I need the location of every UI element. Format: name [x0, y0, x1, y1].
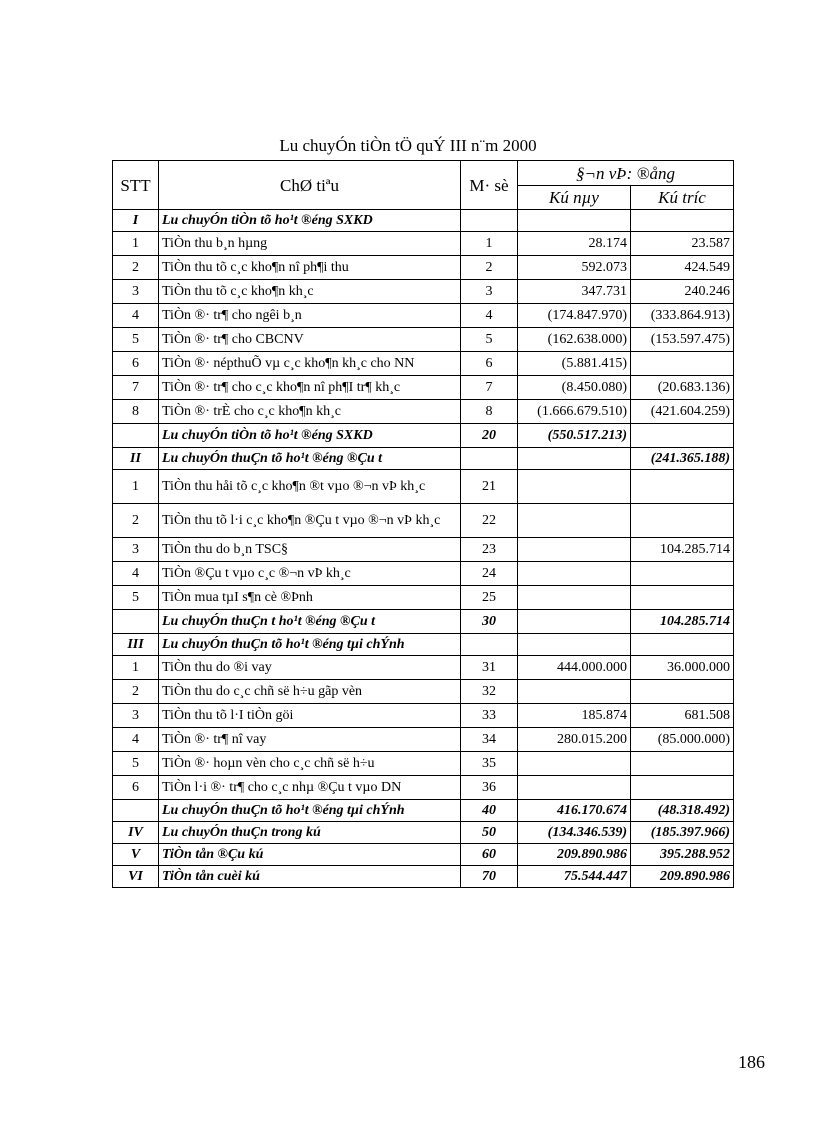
row-prev-period: (85.000.000)	[631, 728, 734, 752]
row-label: TiÒn ®· népthuÕ vµ c¸c kho¶n kh¸c cho NN	[159, 352, 461, 376]
row-stt: 3	[113, 280, 159, 304]
row-stt: 4	[113, 304, 159, 328]
header-code: M· sè	[461, 161, 518, 210]
row-label: TiÒn ®· tr¶ cho CBCNV	[159, 328, 461, 352]
row-prev-period: 104.285.714	[631, 538, 734, 562]
row-prev-period	[631, 470, 734, 504]
row-code: 24	[461, 562, 518, 586]
row-prev-period	[631, 680, 734, 704]
row-label: TiÒn ®· tr¶ nî vay	[159, 728, 461, 752]
row-this-period: (134.346.539)	[518, 822, 631, 844]
row-stt: 1	[113, 232, 159, 256]
row-label: Lu chuyÓn thuÇn tõ ho¹t ®éng ®Çu t	[159, 448, 461, 470]
row-prev-period: (153.597.475)	[631, 328, 734, 352]
table-row	[113, 376, 734, 400]
row-label: Lu chuyÓn thuÇn t ho¹t ®éng ®Çu t	[159, 610, 461, 634]
row-stt: II	[113, 448, 159, 470]
row-stt	[113, 610, 159, 634]
row-prev-period: (241.365.188)	[631, 448, 734, 470]
row-label: Lu chuyÓn tiÒn tõ ho¹t ®éng SXKD	[159, 210, 461, 232]
row-label: TiÒn ®· tr¶ cho ngêi b¸n	[159, 304, 461, 328]
row-this-period	[518, 562, 631, 586]
header-unit: §¬n vÞ: ®ång	[518, 161, 734, 186]
row-code: 30	[461, 610, 518, 634]
row-label: TiÒn ®Çu t vµo c¸c ®¬n vÞ kh¸c	[159, 562, 461, 586]
table-row	[113, 352, 734, 376]
row-code: 25	[461, 586, 518, 610]
row-code: 4	[461, 304, 518, 328]
table-row	[113, 210, 734, 232]
row-prev-period	[631, 352, 734, 376]
row-prev-period	[631, 210, 734, 232]
table-row	[113, 656, 734, 680]
row-this-period	[518, 470, 631, 504]
row-label: TiÒn ®· hoµn vèn cho c¸c chñ së h÷u	[159, 752, 461, 776]
table-row	[113, 866, 734, 888]
row-prev-period	[631, 504, 734, 538]
row-stt: V	[113, 844, 159, 866]
table-row	[113, 400, 734, 424]
row-label: Lu chuyÓn thuÇn trong kú	[159, 822, 461, 844]
row-prev-period: 104.285.714	[631, 610, 734, 634]
row-stt: 1	[113, 470, 159, 504]
row-label: Lu chuyÓn thuÇn tõ ho¹t ®éng tµi chÝnh	[159, 634, 461, 656]
row-label: TiÒn ®· trÈ cho c¸c kho¶n kh¸c	[159, 400, 461, 424]
row-code: 35	[461, 752, 518, 776]
table-row	[113, 280, 734, 304]
row-stt: 5	[113, 328, 159, 352]
row-prev-period: 681.508	[631, 704, 734, 728]
table-row	[113, 504, 734, 538]
row-code: 31	[461, 656, 518, 680]
row-stt: 1	[113, 656, 159, 680]
header-indicator: ChØ tiªu	[159, 161, 461, 210]
row-this-period: 75.544.447	[518, 866, 631, 888]
row-this-period: (8.450.080)	[518, 376, 631, 400]
row-stt	[113, 424, 159, 448]
row-prev-period	[631, 776, 734, 800]
row-this-period	[518, 210, 631, 232]
row-code: 60	[461, 844, 518, 866]
row-code: 40	[461, 800, 518, 822]
row-code: 20	[461, 424, 518, 448]
row-label: TiÒn thu do b¸n TSC§	[159, 538, 461, 562]
row-this-period: 28.174	[518, 232, 631, 256]
row-stt: 5	[113, 752, 159, 776]
row-label: TiÒn thu do c¸c chñ së h÷u gãp vèn	[159, 680, 461, 704]
table-row	[113, 424, 734, 448]
row-code: 32	[461, 680, 518, 704]
row-prev-period: 209.890.986	[631, 866, 734, 888]
row-this-period	[518, 448, 631, 470]
table-row	[113, 728, 734, 752]
row-label: TiÒn thu tõ l·i c¸c kho¶n ®Çu t vµo ®¬n vÞ kh¸c	[159, 504, 461, 538]
row-prev-period: 424.549	[631, 256, 734, 280]
table-row	[113, 232, 734, 256]
row-code: 2	[461, 256, 518, 280]
row-code: 1	[461, 232, 518, 256]
row-code: 22	[461, 504, 518, 538]
table-row	[113, 328, 734, 352]
row-code: 36	[461, 776, 518, 800]
row-this-period	[518, 634, 631, 656]
row-code: 23	[461, 538, 518, 562]
table-row	[113, 680, 734, 704]
row-label: TiÒn tån ®Çu kú	[159, 844, 461, 866]
row-this-period: 347.731	[518, 280, 631, 304]
page-number: 186	[738, 1052, 765, 1072]
row-prev-period	[631, 752, 734, 776]
table-row	[113, 752, 734, 776]
row-stt: 2	[113, 504, 159, 538]
row-label: TiÒn mua tµI s¶n cè ®Þnh	[159, 586, 461, 610]
table-row	[113, 776, 734, 800]
row-this-period: 416.170.674	[518, 800, 631, 822]
row-prev-period: (20.683.136)	[631, 376, 734, 400]
table-row	[113, 800, 734, 822]
row-prev-period: (185.397.966)	[631, 822, 734, 844]
row-code: 34	[461, 728, 518, 752]
table-row	[113, 470, 734, 504]
row-prev-period	[631, 586, 734, 610]
row-prev-period: 23.587	[631, 232, 734, 256]
table-row	[113, 562, 734, 586]
table-row	[113, 610, 734, 634]
row-label: TiÒn thu tõ l·I tiÒn göi	[159, 704, 461, 728]
row-prev-period: 36.000.000	[631, 656, 734, 680]
row-stt: IV	[113, 822, 159, 844]
row-code	[461, 210, 518, 232]
row-code: 33	[461, 704, 518, 728]
row-label: Lu chuyÓn thuÇn tõ ho¹t ®éng tµi chÝnh	[159, 800, 461, 822]
row-this-period: (550.517.213)	[518, 424, 631, 448]
row-stt: 2	[113, 256, 159, 280]
row-stt: 2	[113, 680, 159, 704]
row-this-period: 185.874	[518, 704, 631, 728]
row-label: TiÒn thu tõ c¸c kho¶n kh¸c	[159, 280, 461, 304]
header-stt: STT	[113, 161, 159, 210]
row-code: 7	[461, 376, 518, 400]
row-prev-period	[631, 562, 734, 586]
cash-flow-table	[112, 160, 734, 888]
row-this-period: (5.881.415)	[518, 352, 631, 376]
table-row	[113, 822, 734, 844]
header-prev-period: Kú tríc	[631, 186, 734, 210]
row-prev-period: (48.318.492)	[631, 800, 734, 822]
document-title: Lu chuyÓn tiÒn tÖ quÝ III n¨m 2000	[279, 136, 537, 155]
row-prev-period: 240.246	[631, 280, 734, 304]
row-stt: 4	[113, 562, 159, 586]
table-row	[113, 448, 734, 470]
row-code: 5	[461, 328, 518, 352]
row-stt: 7	[113, 376, 159, 400]
row-code: 3	[461, 280, 518, 304]
row-label: TiÒn tån cuèi kú	[159, 866, 461, 888]
row-prev-period	[631, 424, 734, 448]
table-row	[113, 586, 734, 610]
header-this-period: Kú nµy	[518, 186, 631, 210]
row-this-period	[518, 504, 631, 538]
row-this-period: 592.073	[518, 256, 631, 280]
row-stt	[113, 800, 159, 822]
row-code	[461, 448, 518, 470]
table-row	[113, 844, 734, 866]
table-row	[113, 256, 734, 280]
row-label: TiÒn thu b¸n hµng	[159, 232, 461, 256]
row-label: Lu chuyÓn tiÒn tõ ho¹t ®éng SXKD	[159, 424, 461, 448]
row-label: TiÒn ®· tr¶ cho c¸c kho¶n nî ph¶I tr¶ kh¸c	[159, 376, 461, 400]
row-prev-period: (333.864.913)	[631, 304, 734, 328]
row-this-period: 444.000.000	[518, 656, 631, 680]
table-row	[113, 304, 734, 328]
row-prev-period: (421.604.259)	[631, 400, 734, 424]
row-this-period: 280.015.200	[518, 728, 631, 752]
row-code: 6	[461, 352, 518, 376]
row-this-period	[518, 752, 631, 776]
row-this-period	[518, 680, 631, 704]
row-stt: 6	[113, 352, 159, 376]
row-stt: VI	[113, 866, 159, 888]
row-stt: 6	[113, 776, 159, 800]
row-this-period	[518, 610, 631, 634]
row-label: TiÒn l·i ®· tr¶ cho c¸c nhµ ®Çu t vµo DN	[159, 776, 461, 800]
table-row	[113, 704, 734, 728]
row-this-period	[518, 538, 631, 562]
row-stt: I	[113, 210, 159, 232]
row-stt: 5	[113, 586, 159, 610]
row-stt: III	[113, 634, 159, 656]
row-label: TiÒn thu tõ c¸c kho¶n nî ph¶i thu	[159, 256, 461, 280]
row-stt: 4	[113, 728, 159, 752]
row-code: 21	[461, 470, 518, 504]
row-label: TiÒn thu do ®i vay	[159, 656, 461, 680]
table-row	[113, 634, 734, 656]
row-code	[461, 634, 518, 656]
row-code: 70	[461, 866, 518, 888]
row-this-period: (162.638.000)	[518, 328, 631, 352]
row-this-period	[518, 776, 631, 800]
row-this-period	[518, 586, 631, 610]
row-code: 8	[461, 400, 518, 424]
row-stt: 3	[113, 704, 159, 728]
row-this-period: (1.666.679.510)	[518, 400, 631, 424]
row-code: 50	[461, 822, 518, 844]
row-label: TiÒn thu håi tõ c¸c kho¶n ®t vµo ®¬n vÞ kh¸c	[159, 470, 461, 504]
row-this-period: 209.890.986	[518, 844, 631, 866]
row-prev-period: 395.288.952	[631, 844, 734, 866]
row-prev-period	[631, 634, 734, 656]
row-stt: 3	[113, 538, 159, 562]
row-this-period: (174.847.970)	[518, 304, 631, 328]
table-row	[113, 538, 734, 562]
row-stt: 8	[113, 400, 159, 424]
